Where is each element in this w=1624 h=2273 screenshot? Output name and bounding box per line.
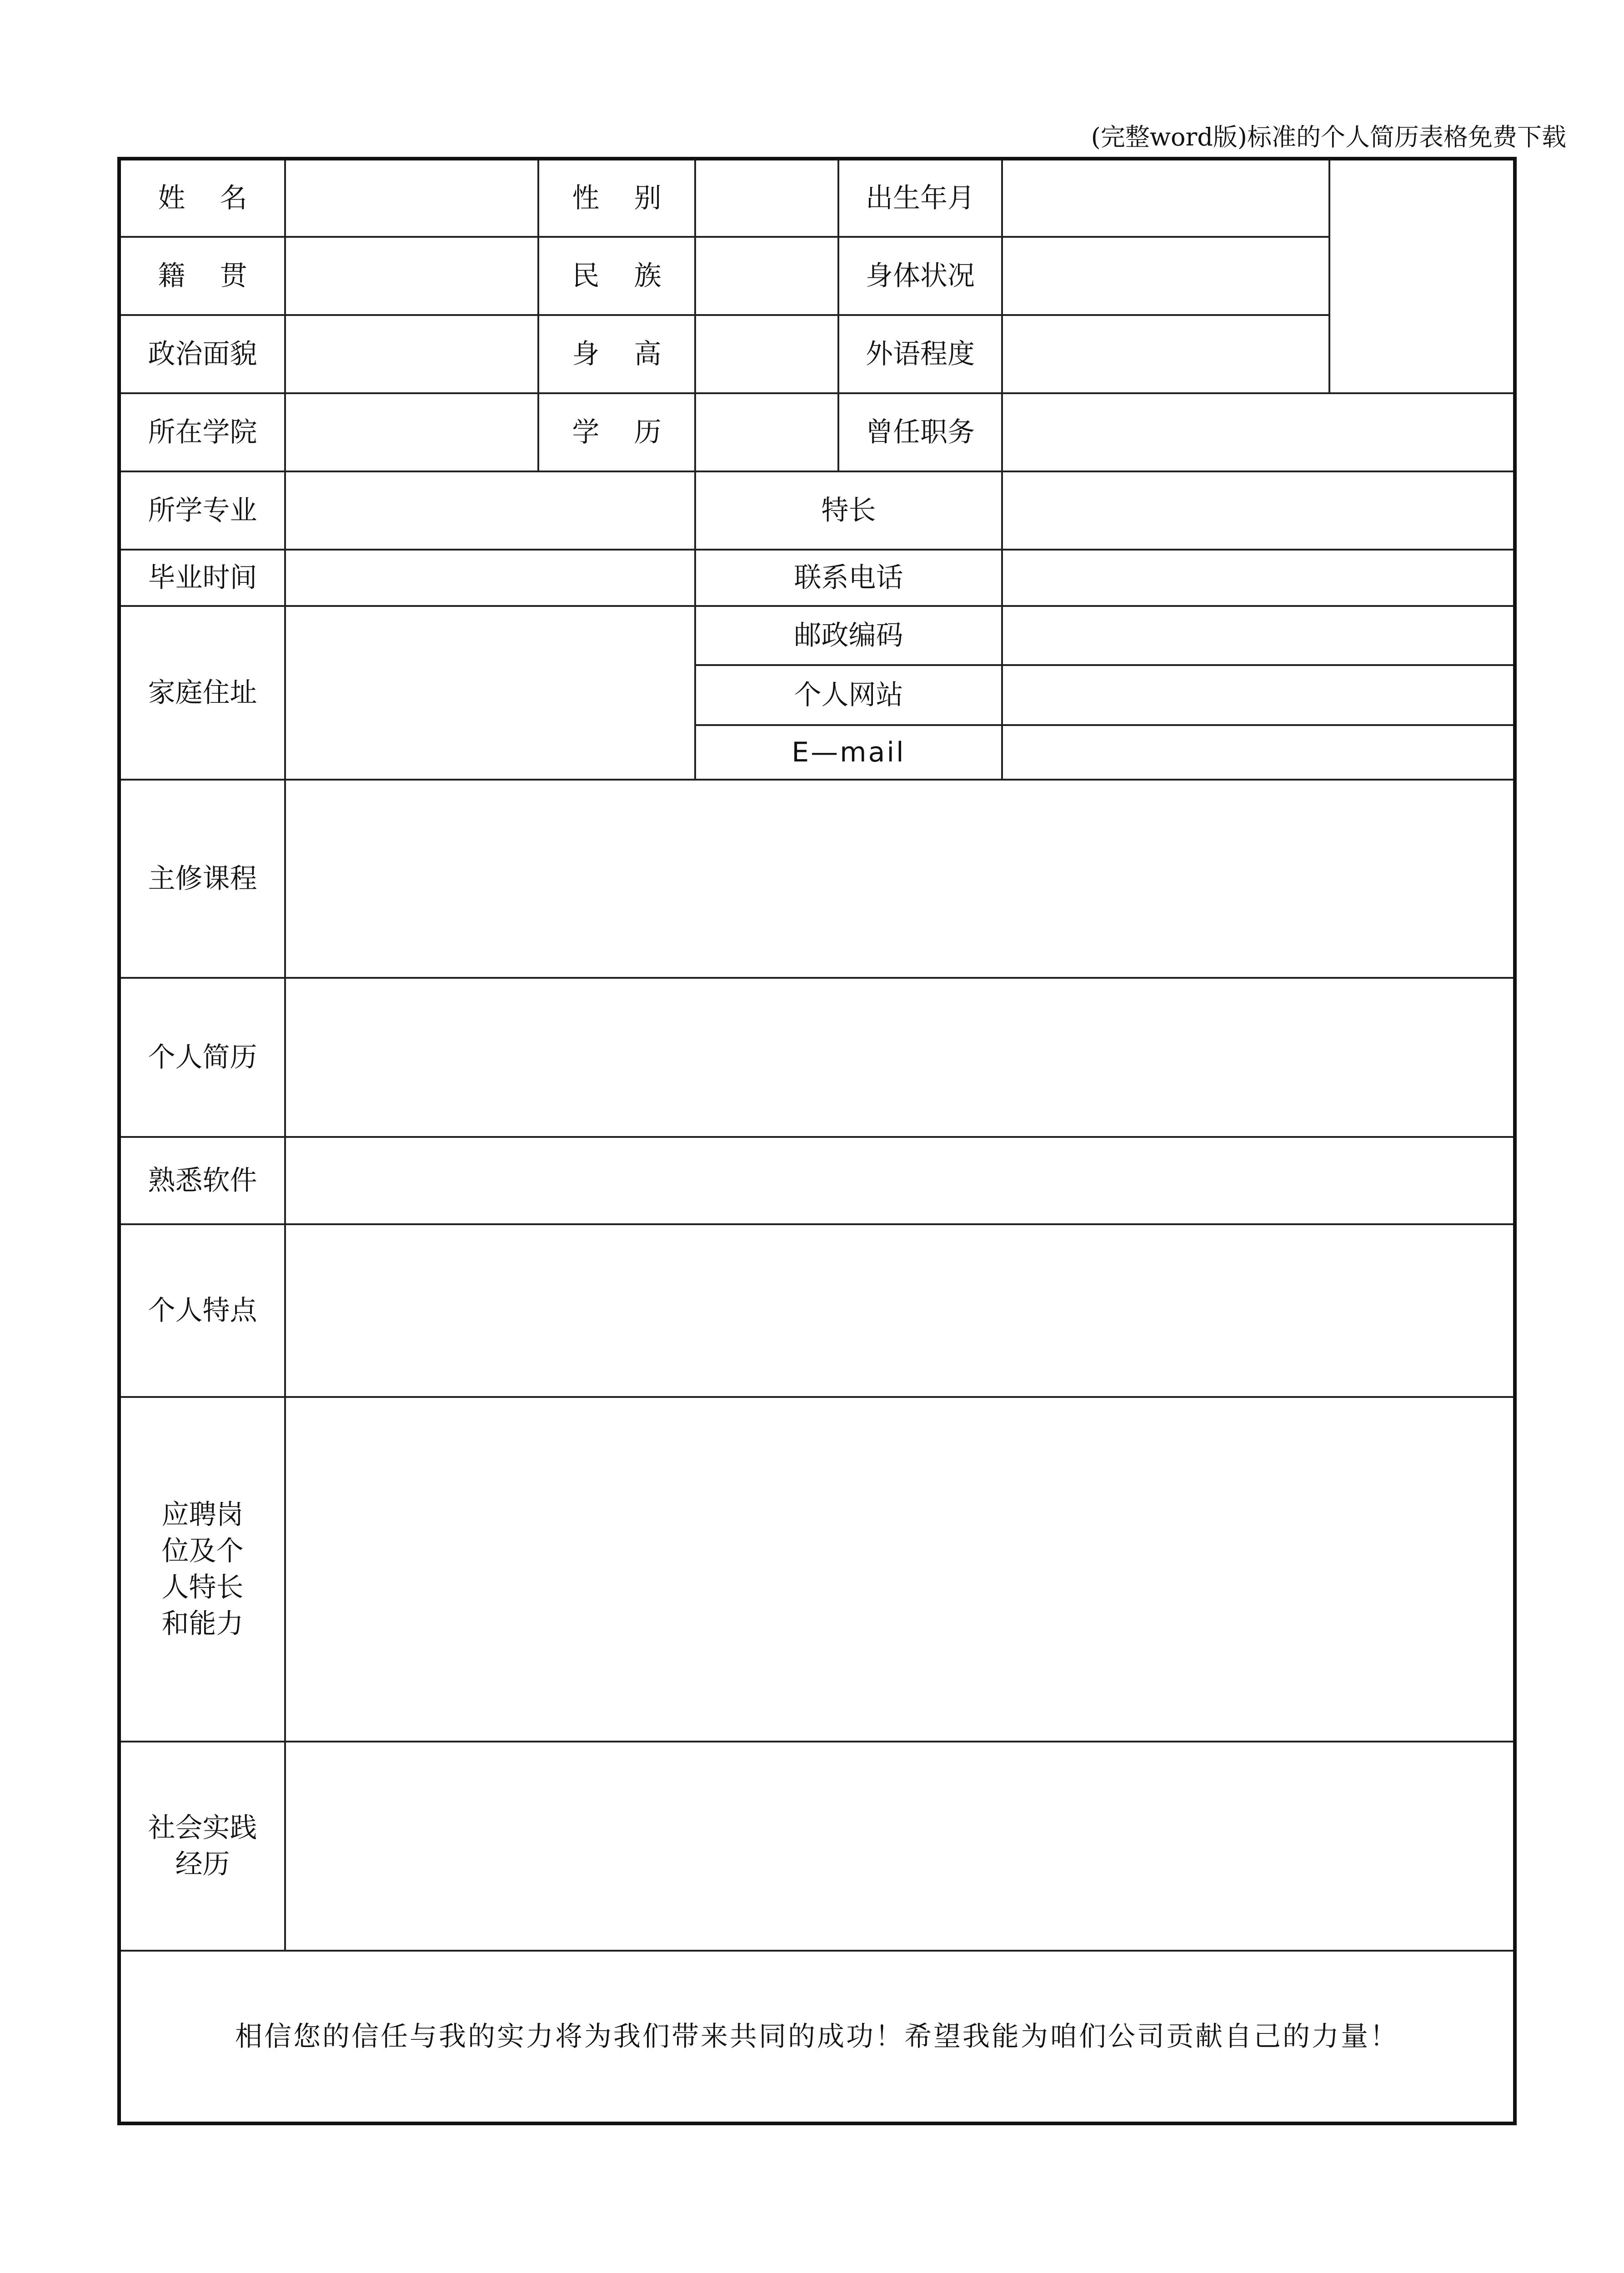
form-row-political xyxy=(119,315,1515,393)
courses-field[interactable] xyxy=(285,780,1515,978)
form-row-graduation xyxy=(119,550,1515,606)
website-field[interactable] xyxy=(1002,665,1515,725)
name-field[interactable] xyxy=(285,159,538,237)
social-practice-label: 社会实践 经历 xyxy=(119,1742,285,1951)
closing-statement: 相信您的信任与我的实力将为我们带来共同的成功！希望我能为咱们公司贡献自己的力量！ xyxy=(119,1951,1515,2123)
education-field[interactable] xyxy=(695,393,838,471)
political-status-field[interactable] xyxy=(285,315,538,393)
name-label: 姓 名 xyxy=(119,159,285,237)
resume-form-sheet xyxy=(117,157,1513,2114)
form-row-software xyxy=(119,1137,1515,1224)
courses-label: 主修课程 xyxy=(119,780,285,978)
document-header-title: (完整word版)标准的个人简历表格免费下载 xyxy=(1091,123,1566,151)
gender-field[interactable] xyxy=(695,159,838,237)
graduation-label: 毕业时间 xyxy=(119,550,285,606)
birth-date-field[interactable] xyxy=(1002,159,1329,237)
software-field[interactable] xyxy=(285,1137,1515,1224)
photo-box[interactable] xyxy=(1329,159,1515,393)
native-place-field[interactable] xyxy=(285,237,538,315)
form-row-name xyxy=(119,159,1515,237)
postcode-label: 邮政编码 xyxy=(695,606,1002,665)
phone-field[interactable] xyxy=(1002,550,1515,606)
college-field[interactable] xyxy=(285,393,538,471)
resume-field[interactable] xyxy=(285,978,1515,1137)
email-field[interactable] xyxy=(1002,725,1515,780)
resume-form-table xyxy=(117,157,1517,2125)
traits-field[interactable] xyxy=(285,1224,1515,1397)
website-label: 个人网站 xyxy=(695,665,1002,725)
health-label: 身体状况 xyxy=(838,237,1002,315)
home-address-label: 家庭住址 xyxy=(119,606,285,780)
form-row-resume xyxy=(119,978,1515,1137)
native-place-label: 籍 贯 xyxy=(119,237,285,315)
education-label: 学 历 xyxy=(538,393,695,471)
gender-label: 性 别 xyxy=(538,159,695,237)
form-row-postcode xyxy=(119,606,1515,665)
specialty-label: 特长 xyxy=(695,471,1002,550)
form-row-major xyxy=(119,471,1515,550)
form-row-traits xyxy=(119,1224,1515,1397)
resume-label: 个人简历 xyxy=(119,978,285,1137)
position-ability-label: 应聘岗 位及个 人特长 和能力 xyxy=(119,1397,285,1742)
major-label: 所学专业 xyxy=(119,471,285,550)
birth-date-label: 出生年月 xyxy=(838,159,1002,237)
specialty-field[interactable] xyxy=(1002,471,1515,550)
phone-label: 联系电话 xyxy=(695,550,1002,606)
home-address-field[interactable] xyxy=(285,606,695,780)
software-label: 熟悉软件 xyxy=(119,1137,285,1224)
position-ability-field[interactable] xyxy=(285,1397,1515,1742)
ethnicity-label: 民 族 xyxy=(538,237,695,315)
form-row-position xyxy=(119,1397,1515,1742)
political-status-label: 政治面貌 xyxy=(119,315,285,393)
form-row-native-place xyxy=(119,237,1515,315)
past-position-field[interactable] xyxy=(1002,393,1515,471)
height-field[interactable] xyxy=(695,315,838,393)
email-label: E—mail xyxy=(695,725,1002,780)
ethnicity-field[interactable] xyxy=(695,237,838,315)
form-row-closing xyxy=(119,1951,1515,2123)
form-row-practice xyxy=(119,1742,1515,1951)
form-row-courses xyxy=(119,780,1515,978)
postcode-field[interactable] xyxy=(1002,606,1515,665)
college-label: 所在学院 xyxy=(119,393,285,471)
height-label: 身 高 xyxy=(538,315,695,393)
traits-label: 个人特点 xyxy=(119,1224,285,1397)
foreign-language-label: 外语程度 xyxy=(838,315,1002,393)
social-practice-field[interactable] xyxy=(285,1742,1515,1951)
health-field[interactable] xyxy=(1002,237,1329,315)
major-field[interactable] xyxy=(285,471,695,550)
form-row-college xyxy=(119,393,1515,471)
past-position-label: 曾任职务 xyxy=(838,393,1002,471)
graduation-field[interactable] xyxy=(285,550,695,606)
foreign-language-field[interactable] xyxy=(1002,315,1329,393)
